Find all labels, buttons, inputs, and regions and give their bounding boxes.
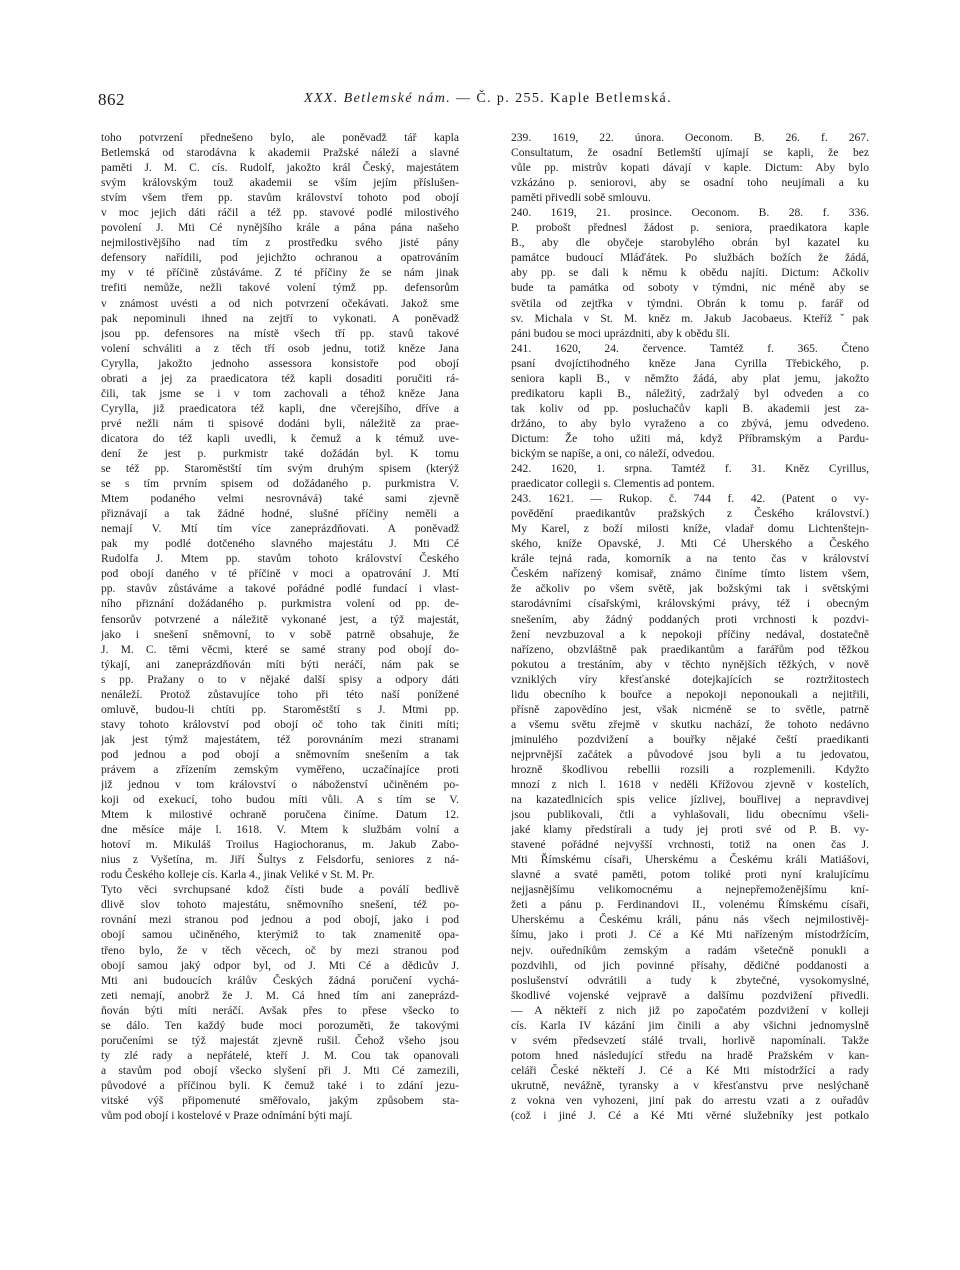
text-line: koji od exekucí, toho budou míti vůli. A s tím se V. <box>101 794 459 807</box>
text-line: cís. Karla IV kázání jim činili a aby všichni jednomyslně <box>511 1019 869 1032</box>
page-header <box>98 90 868 114</box>
text-line: fensorův potvrzené a náležitě vykonané jest, a týž majestát, <box>101 613 459 626</box>
text-line: ukrutně, nevážně, tyransky a v křesťanstvu prve neslýchaně <box>511 1079 869 1092</box>
text-line: 241. 1620, 24. července. Tamtéž f. 365. Čteno <box>511 342 869 355</box>
running-head <box>298 91 678 107</box>
text-line: svým královským touž akademii se vším jejím příslušen- <box>101 177 459 190</box>
text-line: jsou pp. defensores na místě všech tří pp. stavů takové <box>101 327 459 340</box>
text-line: nejmilostivějšího nad tím z prostředku svého jisté pány <box>101 237 459 250</box>
text-line: Rudolfa J. Mtem pp. stavům tohoto království Českého <box>101 553 459 566</box>
text-line: již jednou v tom království o náboženství učiněném po- <box>101 779 459 792</box>
text-line: aby pp. se dali k němu k obědu najíti. Dictum: Ačkoliv <box>511 267 869 280</box>
text-line: (což i jiné J. Cé a Ké Mti věrné služebníky jest potkalo <box>511 1110 869 1123</box>
text-line: Betlemská od starodávna k akademii Pražské náleží a slavné <box>101 147 459 160</box>
text-line: čili, tak jsme se i v tom zachovali a téhož kněze Jana <box>101 387 459 400</box>
text-line: sv. Michala v St. M. kněz m. Jakub Jacobaeus. Kteřížˇpak <box>511 312 869 325</box>
text-line: nemají V. Mtí tím více zaneprázdňovati. A poněvadž <box>101 523 459 536</box>
text-line: Mti Římskému císaři, Uherskému a Českému králi Matiášovi, <box>511 854 869 867</box>
text-line: 240. 1619, 21. prosince. Oeconom. B. 28. f. 336. <box>511 207 869 220</box>
text-line: držáno, to aby bylo vyraženo a co zbývá, jemu odvedeno. <box>511 417 869 430</box>
text-line: se dálo. Ten každý bude moci porozuměti, že takovými <box>101 1019 459 1032</box>
text-line: hrozně škodlivou rebellii rozsili a rozplemenili. Kdyžto <box>511 763 869 776</box>
running-head-subtitle: — Č. p. 255. Kaple Betlemská. <box>451 91 672 106</box>
text-line: potom hned následující středu na hradě Pražském v kan- <box>511 1049 869 1062</box>
text-line: přísně zapovědíno jest, však nicméně se to světle, patrně <box>511 703 869 716</box>
text-line: povolení J. Mti Cé nynějšího krále a pána pána našeho <box>101 222 459 235</box>
text-line: třeno bylo, že v těch věcech, oč by mezi stranou pod <box>101 944 459 957</box>
text-line: praedicator collegii s. Clementis ad pontem. <box>511 478 715 491</box>
text-line: trefiti nemůže, nežli takové volení týmž pp. defensorům <box>101 282 459 295</box>
text-line: páni budou se moci uprázdniti, aby k obědu šli. <box>511 327 730 340</box>
text-line: paměti přivedli sobě smlouvu. <box>511 192 651 205</box>
text-line: Cyrylla, již praedicatora též kapli, dne včerejšího, dříve a <box>101 402 459 415</box>
text-line: 242. 1620, 1. srpna. Tamtéž f. 31. Kněz Cyrillus, <box>511 463 869 476</box>
text-line: jaké klamy předstírali a tudy jej proti své od P. B. vy- <box>511 824 869 837</box>
text-line: dení že jest p. purkmistr také dožádán byl. K tomu <box>101 447 459 460</box>
text-line: žení nevzbuzoval a k nepokoji příčiny nedával, dostatečně <box>511 628 869 641</box>
text-line: povědění praedikantův pražských z Českého království.) <box>511 508 869 521</box>
text-line: památce budoucí Mláďátek. Po službách božích že žádá, <box>511 252 869 265</box>
text-line: paměti J. M. C. cís. Rudolf, jakožto král Český, majestátem <box>101 162 459 175</box>
text-line: týkají, ani zaneprázdňován míti býti neráčí, nám pak se <box>101 658 459 671</box>
text-line: nařízeno, obzvláštně pak praedikantům a farářům pod těžkou <box>511 643 869 656</box>
right-column <box>511 131 869 1124</box>
text-line: se též pp. Staroměstští tím svým druhým spisem (kterýž <box>101 463 459 476</box>
text-line: 239. 1619, 22. února. Oeconom. B. 26. f. 267. <box>511 132 869 144</box>
text-line: poručeními se týž majestát zjevně rušil. Čehož všeho jsou <box>101 1034 459 1047</box>
text-line: starodávními císařskými, královskými právy, též i obecným <box>511 598 869 611</box>
text-line: nejprvnější začátek a původové jsou byli a tu jedovatou, <box>511 748 869 761</box>
text-line: rovnání mezi stranou pod jednou a pod obojí, jako i pod <box>101 914 459 927</box>
text-line: jminulého pozdvižení a bouřky nějaké čeští praedikanti <box>511 733 869 746</box>
text-line: pozdvihli, od jich povinné přísahy, dědičné poddanosti a <box>511 959 869 972</box>
text-line: slavné a svaté paměti, potom toliké proti nyní kralujícímu <box>511 869 869 882</box>
text-line: vům pod obojí i kostelové v Praze odnímání býti mají. <box>101 1110 353 1123</box>
text-line: poslušenství odvrátili a tudy k zbytečné, vysokomyslné, <box>511 974 869 987</box>
text-line: že ačkoliv po všem světě, jak božskými tak i světskými <box>511 583 869 596</box>
text-line: žeti a pánu p. Ferdinandovi II., volenému Římskému císaři, <box>511 899 869 912</box>
text-line: v známost uvésti a od nich potvrzení očekávati. Jakož sme <box>101 297 459 310</box>
text-line: vzniklých víry křesťanské dotejkajících se roztržitostech <box>511 673 869 686</box>
text-line: jako i snešení sněmovní, to v sobě patrně obsahuje, že <box>101 628 459 641</box>
text-line: hotoví m. Mikuláš Troilus Hagiochoranus, m. Jakub Zabo- <box>101 839 459 852</box>
text-line: lidu obecního k bouřce a nepokoji neponoukali a nejitřili, <box>511 688 869 701</box>
text-line: 243. 1621. — Rukop. č. 744 f. 42. (Patent o vy- <box>511 493 869 506</box>
text-line: Českém nařízený komisař, známo činíme tímto listem všem, <box>511 568 869 581</box>
text-line: seniora kapli B., v němžto žádá, aby plat jemu, jakožto <box>511 372 869 385</box>
text-line: škodlivé vojenské vejpravě a dalšímu pozdvižení přivedli. <box>511 989 869 1002</box>
text-line: Mtem podaného velmi nesrovnává) také sami zjevně <box>101 493 459 506</box>
text-line: nejv. ouředníkům zemským a radám všetečně ponukli a <box>511 944 869 957</box>
text-line: omluvě, budou-li chtíti pp. Staroměstští s J. Mtmi pp. <box>101 703 459 716</box>
text-line: psaní dvojíctihodného kněze Jana Cyrilla Třebického, p. <box>511 357 869 370</box>
text-line: Dictum: Že toho užiti má, když Příbramským a Pardu- <box>511 432 869 445</box>
text-line: nenáleží. Protož zůstavujíce toho při této naší ponížené <box>101 688 459 701</box>
text-line: bickým se napíše, a oni, co náleží, odvedou. <box>511 447 715 460</box>
text-line: dne měsíce máje l. 1618. V. Mtem k službám volní a <box>101 824 459 837</box>
text-line: v svém předsevzetí stálé trvali, horlivě napomínali. Takže <box>511 1034 869 1047</box>
left-column <box>101 131 459 1124</box>
text-line: ňován býti míti neráčí. Avšak přes to přese všecko to <box>101 1004 459 1017</box>
running-head-title: XXX. Betlemské nám. <box>304 91 452 106</box>
text-line: tak koliv od pp. posluchačův kapli B. akademii jest za- <box>511 402 869 415</box>
text-line: pod obojí daného v té příčině v moci a opatrování J. Mtí <box>101 568 459 581</box>
text-line: stavené pořádné nejvyšší vrchnosti, totiž na onen čas J. <box>511 839 869 852</box>
text-line: jsou publikovali, čtli a vyhlašovali, lidu obecnímu všeli- <box>511 809 869 822</box>
text-line: snešením, aby žádný poddaných proti vrchnosti k pozdvi- <box>511 613 869 626</box>
text-line: vitské výš připomenuté směřovalo, jakým způsobem sta- <box>101 1095 459 1107</box>
text-line: z vokna ven vyhozeni, jiní pak do arrestu vzati a z ouřadův <box>511 1095 869 1107</box>
text-line: defensory nařídili, pod jejichžto ochranou a opatrováním <box>101 252 459 265</box>
text-line: ního přiznání dožádaného p. purkmistra volení od pp. de- <box>101 598 459 611</box>
text-line: zeti nemají, anobrž že J. M. Cá hned tím ani zaneprázd- <box>101 989 459 1002</box>
text-line: Uherskému a Českému králi, pánu nás všech nejmilostivěj- <box>511 914 869 927</box>
text-line: na kazatedlnicích spis velice jízlivej, bouřlivej a nepravdivej <box>511 794 869 807</box>
text-line: pak my podlé dotčeného slavného majestátu J. Mti Cé <box>101 538 459 551</box>
text-line: Mtem k milostivé ochraně poručena činíme. Datum 12. <box>101 809 459 822</box>
text-line: přiznávají a tak žádné hodné, slušné příčiny neměli a <box>101 508 459 521</box>
text-line: ského, kníže Opavské, J. Mti Cé Uherského a Českého <box>511 538 869 551</box>
text-line: prvé nežli nám ti spisové dodáni byli, náležitě za prae- <box>101 417 459 430</box>
text-line: Mti ani budoucích králův Českých žádná poručení vychá- <box>101 974 459 987</box>
text-line: stvím všem třem pp. stavům království tohoto pod obojí <box>101 192 459 205</box>
text-line: predikatoru kapli B., náležitý, zadržalý byl odveden a co <box>511 387 869 400</box>
text-line: pod jednou a pod obojí a sněmovním snešením a tak <box>101 748 459 761</box>
text-line: volení schváliti a z těch tří osob jednu, totiž kněze Jana <box>101 342 459 355</box>
text-line: nejjasnějšímu velikomocnému a nejnepřemoženějšímu kní- <box>511 884 869 897</box>
text-line: P. probošt přednesl žádost p. seniora, praedikatora kaple <box>511 222 869 235</box>
text-line: Consultatum, že osadní Betlemští ujímají se kapli, že bez <box>511 147 869 160</box>
text-line: rodu Českého kolleje cís. Karla 4., jinak Veliké v St. M. Pr. <box>101 869 375 882</box>
text-line: toho potvrzení přednešeno bylo, ale poněvadž tář kapla <box>101 132 459 144</box>
text-line: v moc jejich dáti ráčil a též pp. stavové podlé milostivého <box>101 207 459 220</box>
text-line: pokutou a trestáním, aby v těchto nynějších těžkých, v nově <box>511 658 869 671</box>
text-line: vzkázáno p. seniorovi, aby se osadní toho neujímali a ku <box>511 177 869 190</box>
text-line: dlivě slov tohoto majestátu, sněmovního snešení, též po- <box>101 899 459 912</box>
text-line: — A někteří z nich již po započatém pozdvižení v kolleji <box>511 1004 869 1017</box>
text-line: bude ta památka od soboty v týmdni, nic méně aby se <box>511 282 869 295</box>
text-line: obojí samou učiněného, kterýmiž to tak znamenitě opa- <box>101 929 459 942</box>
text-line: obojí samou jaký odpor byl, od J. Mti Cé a dědicův J. <box>101 959 459 972</box>
text-line: šímu, jako i proti J. Cé a Ké Mti nařízeným místodržícím, <box>511 929 869 942</box>
text-line: B., aby dle obyčeje starobylého obrán byl kazatel ku <box>511 237 869 250</box>
text-line: Tyto věci svrchupsané kdož čísti bude a poválí bedlivě <box>101 884 459 897</box>
page-number: 862 <box>98 90 125 109</box>
text-line: a stavům pod obojí všecko slyšení při J. Mti Cé zamezili, <box>101 1064 459 1077</box>
text-line: J. M. C. těmi věcmi, které se samé strany pod obojí do- <box>101 643 459 656</box>
text-line: obrati a jej za praedicatora též kapli dosaditi poručiti rá- <box>101 372 459 385</box>
text-line: vůle pp. mistrův kopati dávají v kaple. Dictum: Aby bylo <box>511 162 869 175</box>
text-line: ty zlé rady a nepřátelé, kteří J. M. Cou tak opanovali <box>101 1049 459 1062</box>
text-line: stavy tohoto království pod obojí oč toho tak činiti míti; <box>101 718 459 731</box>
text-line: jak jest týmž majestátem, též porovnáním mezi stranami <box>101 733 459 746</box>
text-line: se s tím prvním spisem od dožádaného p. purkmistra V. <box>101 478 459 491</box>
text-line: my v té příčině zůstáváme. Z té příčiny že se nám jinak <box>101 267 459 280</box>
text-line: My Karel, z boží milosti kníže, vladař domu Lichtenštejn- <box>511 523 869 536</box>
text-line: mnozí z nich l. 1618 v neděli Křížovou zjevně v kostelích, <box>511 779 869 792</box>
text-line: pp. stavův zůstáváme a takové pořádné podlé fundací i vlast- <box>101 583 459 596</box>
text-line: celáři České někteří J. Cé a Ké Mti místodržící a rady <box>511 1064 869 1077</box>
text-line: a všemu světu zřejmě v skutku nachází, že tohoto nedávno <box>511 718 869 731</box>
text-line: původové a příčinou byli. K čemuž také i to zdání jezu- <box>101 1079 459 1092</box>
text-line: pak nepominuli ihned na zejtří to vykonati. A poněvadž <box>101 312 459 325</box>
text-line: Cyrylla, jakožto jednoho assessora konsistoře pod obojí <box>101 357 459 370</box>
text-line: nius z Vyšetína, m. Jiří Šultys z Felsdorfu, seniores z ná- <box>101 854 459 867</box>
text-line: krále tejná rada, komorník a na tento čas v království <box>511 553 869 566</box>
text-line: dicatora do též kapli uvedli, k čemuž a k témuž uve- <box>101 432 459 445</box>
text-line: s pp. Pražany o to v nějaké další spisy a odpory dáti <box>101 673 459 686</box>
text-line: právem a zřízením zemským vyměřeno, uczačínajíce proti <box>101 763 459 776</box>
text-line: světila od zejtřka v týmdni. Obrán k tomu p. farář od <box>511 297 869 310</box>
